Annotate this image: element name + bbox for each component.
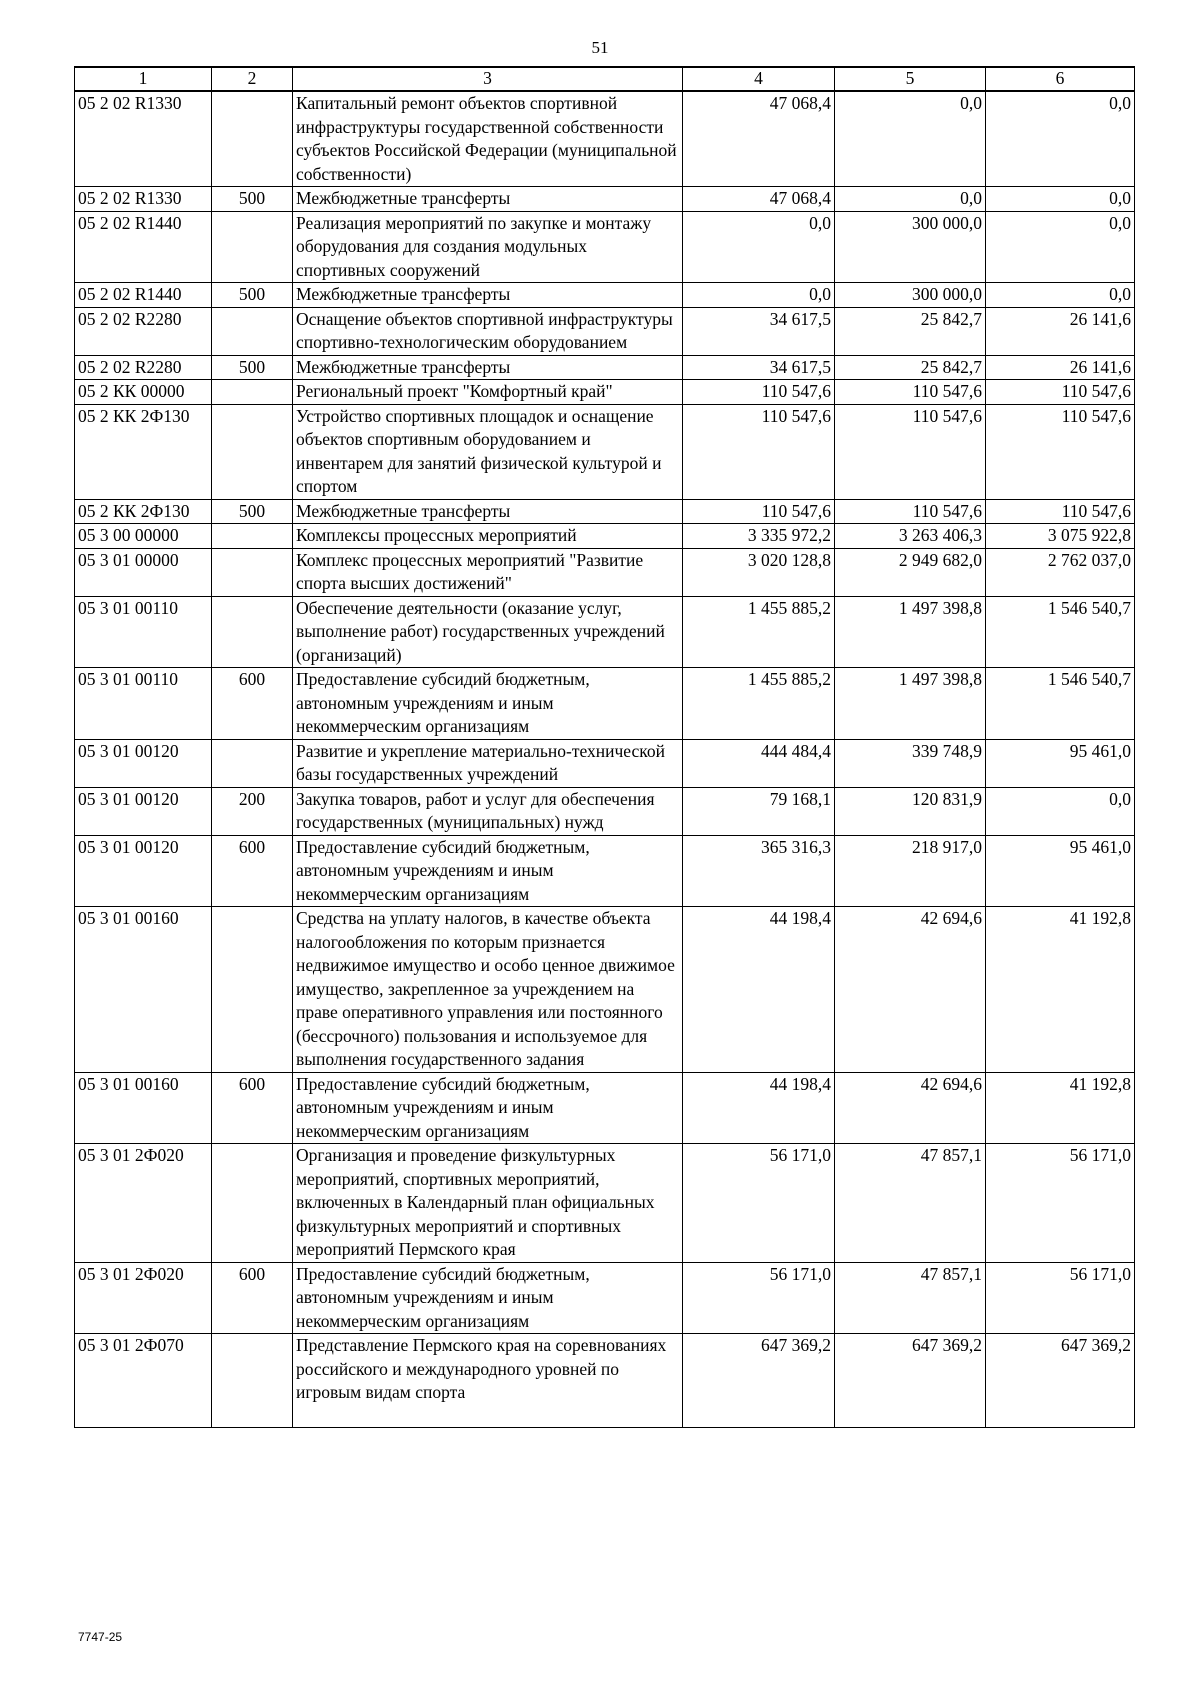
row-name: Оснащение объектов спортивной инфраструктуры спортивно-технологическим оборудованием: [293, 307, 683, 355]
row-value-col4: 0,0: [683, 283, 835, 308]
row-expense-type: 500: [212, 187, 293, 212]
row-expense-type: 500: [212, 499, 293, 524]
table-row: [75, 211, 1135, 283]
row-value-col5: 42 694,6: [835, 1072, 986, 1144]
header-col-4: 4: [683, 67, 835, 91]
row-code: 05 2 КК 00000: [75, 380, 212, 405]
row-name: Развитие и укрепление материально-технической базы государственных учреждений: [293, 739, 683, 787]
row-value-col4: 444 484,4: [683, 739, 835, 787]
table-row: [75, 1072, 1135, 1144]
table-row: [75, 404, 1135, 499]
row-expense-type: [212, 1334, 293, 1428]
row-value-col4: 110 547,6: [683, 380, 835, 405]
table-row: [75, 524, 1135, 549]
table-row: [75, 835, 1135, 907]
row-name: Устройство спортивных площадок и оснащение объектов спортивным оборудованием и инвентарем для занятий физической культурой и спортом: [293, 404, 683, 499]
row-value-col6: 56 171,0: [986, 1262, 1135, 1334]
row-value-col6: 0,0: [986, 283, 1135, 308]
row-value-col6: 41 192,8: [986, 907, 1135, 1073]
row-name: Закупка товаров, работ и услуг для обеспечения государственных (муниципальных) нужд: [293, 787, 683, 835]
row-value-col6: 0,0: [986, 91, 1135, 187]
row-value-col6: 110 547,6: [986, 404, 1135, 499]
row-name: Комплекс процессных мероприятий "Развитие спорта высших достижений": [293, 548, 683, 596]
row-value-col4: 0,0: [683, 211, 835, 283]
row-value-col5: 1 497 398,8: [835, 668, 986, 740]
header-col-5: 5: [835, 67, 986, 91]
row-name: Обеспечение деятельности (оказание услуг, выполнение работ) государственных учреждений (организаций): [293, 596, 683, 668]
row-code: 05 2 02 R1330: [75, 91, 212, 187]
row-code: 05 2 КК 2Ф130: [75, 404, 212, 499]
row-value-col6: 26 141,6: [986, 355, 1135, 380]
row-value-col6: 0,0: [986, 787, 1135, 835]
row-value-col5: 1 497 398,8: [835, 596, 986, 668]
row-value-col4: 44 198,4: [683, 907, 835, 1073]
row-value-col4: 56 171,0: [683, 1262, 835, 1334]
row-code: 05 3 01 00160: [75, 907, 212, 1073]
row-name: Межбюджетные трансферты: [293, 355, 683, 380]
row-expense-type: [212, 524, 293, 549]
header-col-2: 2: [212, 67, 293, 91]
row-code: 05 3 01 2Ф020: [75, 1144, 212, 1263]
row-expense-type: [212, 307, 293, 355]
row-value-col5: 25 842,7: [835, 307, 986, 355]
row-expense-type: [212, 91, 293, 187]
header-col-6: 6: [986, 67, 1135, 91]
row-value-col6: 95 461,0: [986, 835, 1135, 907]
row-code: 05 3 01 00160: [75, 1072, 212, 1144]
row-expense-type: [212, 739, 293, 787]
row-name: Капитальный ремонт объектов спортивной инфраструктуры государственной собственности субъектов Российской Федерации (муниципальной собственности): [293, 91, 683, 187]
row-name: Межбюджетные трансферты: [293, 499, 683, 524]
table-row: [75, 499, 1135, 524]
table-row: [75, 91, 1135, 187]
header-row: [75, 67, 1135, 91]
row-code: 05 3 01 2Ф070: [75, 1334, 212, 1428]
row-value-col4: 47 068,4: [683, 91, 835, 187]
table-row: [75, 307, 1135, 355]
row-name: Предоставление субсидий бюджетным, автономным учреждениям и иным некоммерческим организациям: [293, 1262, 683, 1334]
row-value-col5: 218 917,0: [835, 835, 986, 907]
row-expense-type: 600: [212, 835, 293, 907]
row-value-col5: 47 857,1: [835, 1144, 986, 1263]
row-value-col5: 300 000,0: [835, 283, 986, 308]
row-code: 05 2 02 R2280: [75, 307, 212, 355]
row-code: 05 2 02 R1440: [75, 283, 212, 308]
row-value-col4: 1 455 885,2: [683, 668, 835, 740]
row-expense-type: 600: [212, 1262, 293, 1334]
table-row: [75, 187, 1135, 212]
row-value-col6: 1 546 540,7: [986, 668, 1135, 740]
row-code: 05 2 02 R1330: [75, 187, 212, 212]
table-row: [75, 283, 1135, 308]
row-code: 05 3 01 00110: [75, 596, 212, 668]
row-expense-type: 500: [212, 283, 293, 308]
row-value-col4: 44 198,4: [683, 1072, 835, 1144]
row-code: 05 3 01 00120: [75, 787, 212, 835]
row-value-col5: 42 694,6: [835, 907, 986, 1073]
row-value-col5: 2 949 682,0: [835, 548, 986, 596]
row-value-col6: 95 461,0: [986, 739, 1135, 787]
row-code: 05 2 КК 2Ф130: [75, 499, 212, 524]
table-body: [75, 91, 1135, 1428]
row-expense-type: [212, 404, 293, 499]
row-value-col5: 0,0: [835, 187, 986, 212]
row-expense-type: 200: [212, 787, 293, 835]
document-code: 7747-25: [78, 1630, 123, 1644]
row-code: 05 3 01 00000: [75, 548, 212, 596]
row-value-col6: 1 546 540,7: [986, 596, 1135, 668]
row-value-col4: 34 617,5: [683, 355, 835, 380]
row-value-col5: 110 547,6: [835, 404, 986, 499]
table-row: [75, 1334, 1135, 1428]
row-value-col5: 120 831,9: [835, 787, 986, 835]
row-value-col6: 647 369,2: [986, 1334, 1135, 1428]
row-expense-type: [212, 596, 293, 668]
row-value-col6: 26 141,6: [986, 307, 1135, 355]
row-value-col5: 339 748,9: [835, 739, 986, 787]
row-value-col6: 0,0: [986, 187, 1135, 212]
row-code: 05 3 01 00110: [75, 668, 212, 740]
row-value-col5: 3 263 406,3: [835, 524, 986, 549]
row-code: 05 3 01 00120: [75, 835, 212, 907]
table-row: [75, 907, 1135, 1073]
table-header: [75, 67, 1135, 91]
row-value-col5: 25 842,7: [835, 355, 986, 380]
row-value-col4: 110 547,6: [683, 499, 835, 524]
row-expense-type: 600: [212, 668, 293, 740]
table-row: [75, 668, 1135, 740]
table-row: [75, 739, 1135, 787]
row-name: Предоставление субсидий бюджетным, автономным учреждениям и иным некоммерческим организациям: [293, 1072, 683, 1144]
table-row: [75, 1262, 1135, 1334]
row-value-col4: 647 369,2: [683, 1334, 835, 1428]
row-expense-type: [212, 380, 293, 405]
row-value-col6: 56 171,0: [986, 1144, 1135, 1263]
header-col-3: 3: [293, 67, 683, 91]
row-value-col4: 79 168,1: [683, 787, 835, 835]
row-value-col6: 2 762 037,0: [986, 548, 1135, 596]
row-value-col5: 110 547,6: [835, 380, 986, 405]
row-value-col5: 0,0: [835, 91, 986, 187]
row-value-col6: 41 192,8: [986, 1072, 1135, 1144]
page-number: 51: [591, 38, 609, 57]
row-value-col5: 647 369,2: [835, 1334, 986, 1428]
row-value-col4: 110 547,6: [683, 404, 835, 499]
row-value-col5: 110 547,6: [835, 499, 986, 524]
row-value-col4: 1 455 885,2: [683, 596, 835, 668]
row-name: Предоставление субсидий бюджетным, автономным учреждениям и иным некоммерческим организациям: [293, 835, 683, 907]
row-code: 05 2 02 R2280: [75, 355, 212, 380]
table-row: [75, 596, 1135, 668]
row-expense-type: 600: [212, 1072, 293, 1144]
table-row: [75, 355, 1135, 380]
row-value-col4: 34 617,5: [683, 307, 835, 355]
budget-table: [74, 66, 1135, 1428]
row-code: 05 3 01 00120: [75, 739, 212, 787]
row-expense-type: [212, 211, 293, 283]
header-col-1: 1: [75, 67, 212, 91]
row-value-col4: 47 068,4: [683, 187, 835, 212]
table-row: [75, 548, 1135, 596]
row-name: Средства на уплату налогов, в качестве объекта налогообложения по которым признается недвижимое имущество и особо ценное движимое имущество, закрепленное за учреждением на праве оперативного управления или постоянного (бессрочного) пользования и используемое для выполнения государственного задания: [293, 907, 683, 1073]
row-code: 05 3 01 2Ф020: [75, 1262, 212, 1334]
row-name: Организация и проведение физкультурных мероприятий, спортивных мероприятий, включенных в Календарный план официальных физкультурных мероприятий и спортивных мероприятий Пермского края: [293, 1144, 683, 1263]
row-name: Предоставление субсидий бюджетным, автономным учреждениям и иным некоммерческим организациям: [293, 668, 683, 740]
row-value-col4: 365 316,3: [683, 835, 835, 907]
row-value-col6: 110 547,6: [986, 499, 1135, 524]
row-value-col4: 3 335 972,2: [683, 524, 835, 549]
table-row: [75, 787, 1135, 835]
table-row: [75, 1144, 1135, 1263]
row-value-col6: 0,0: [986, 211, 1135, 283]
row-value-col6: 3 075 922,8: [986, 524, 1135, 549]
row-name: Комплексы процессных мероприятий: [293, 524, 683, 549]
row-name: Региональный проект "Комфортный край": [293, 380, 683, 405]
row-name: Межбюджетные трансферты: [293, 283, 683, 308]
row-expense-type: [212, 548, 293, 596]
row-name: Представление Пермского края на соревнованиях российского и международного уровней по игровым видам спорта: [293, 1334, 683, 1428]
row-name: Реализация мероприятий по закупке и монтажу оборудования для создания модульных спортивных сооружений: [293, 211, 683, 283]
row-value-col4: 3 020 128,8: [683, 548, 835, 596]
table-row: [75, 380, 1135, 405]
row-expense-type: [212, 1144, 293, 1263]
row-expense-type: 500: [212, 355, 293, 380]
row-value-col5: 47 857,1: [835, 1262, 986, 1334]
row-code: 05 2 02 R1440: [75, 211, 212, 283]
row-code: 05 3 00 00000: [75, 524, 212, 549]
row-value-col4: 56 171,0: [683, 1144, 835, 1263]
row-value-col5: 300 000,0: [835, 211, 986, 283]
row-expense-type: [212, 907, 293, 1073]
row-value-col6: 110 547,6: [986, 380, 1135, 405]
row-name: Межбюджетные трансферты: [293, 187, 683, 212]
